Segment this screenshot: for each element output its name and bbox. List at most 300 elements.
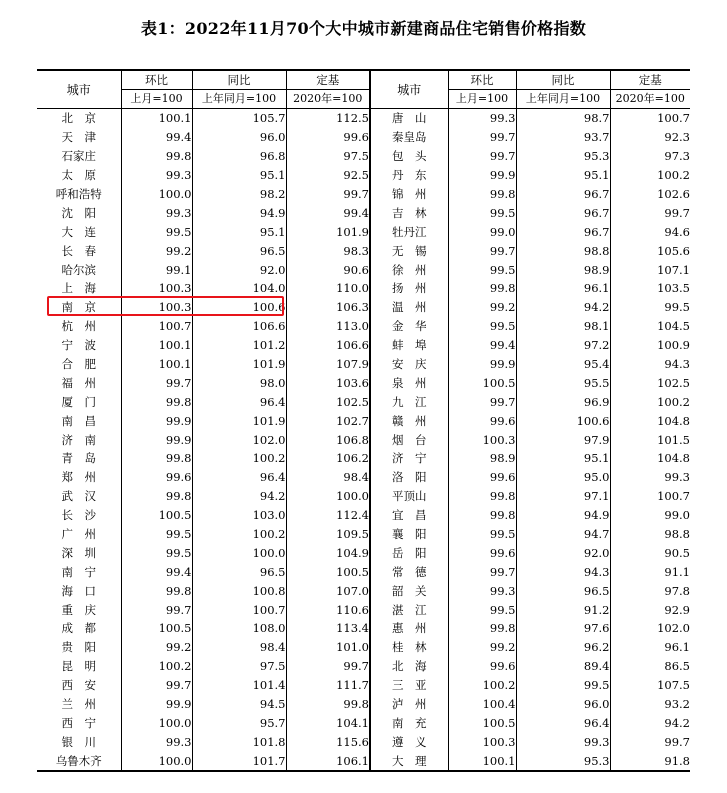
left-yoy-value: 101.8 — [192, 732, 286, 751]
left-yoy-value: 105.7 — [192, 109, 286, 128]
left-fixed-value: 99.7 — [286, 657, 370, 676]
left-city-name: 郑 州 — [61, 470, 96, 485]
left-city-name: 青 岛 — [61, 451, 96, 466]
header-yoy-sub-left: 上年同月=100 — [192, 90, 286, 109]
table-row — [37, 336, 690, 355]
right-fixed-value: 97.8 — [610, 581, 690, 600]
right-yoy-value: 97.9 — [516, 430, 610, 449]
right-mom-value: 100.1 — [448, 751, 516, 771]
right-mom-value: 99.6 — [448, 468, 516, 487]
right-city-name: 岳 阳 — [370, 543, 448, 562]
left-city-name: 昆 明 — [61, 659, 96, 674]
left-city-name: 合 肥 — [61, 357, 96, 372]
right-mom-value: 100.5 — [448, 373, 516, 392]
left-yoy-value: 100.8 — [192, 581, 286, 600]
left-yoy-value: 100.7 — [192, 600, 286, 619]
table-row — [37, 185, 690, 204]
left-yoy-value: 100.0 — [192, 543, 286, 562]
right-fixed-value: 91.8 — [610, 751, 690, 771]
right-yoy-value: 96.7 — [516, 185, 610, 204]
right-yoy-value: 97.2 — [516, 336, 610, 355]
left-city-name: 厦 门 — [61, 394, 96, 409]
left-mom-value: 99.7 — [121, 373, 192, 392]
right-mom-value: 100.5 — [448, 714, 516, 733]
right-fixed-value: 92.9 — [610, 600, 690, 619]
right-fixed-value: 99.5 — [610, 298, 690, 317]
left-fixed-value: 103.6 — [286, 373, 370, 392]
left-yoy-value: 96.8 — [192, 147, 286, 166]
table-row — [37, 619, 690, 638]
right-city-name: 遵 义 — [370, 732, 448, 751]
header-yoy-right: 同比 — [516, 70, 610, 90]
right-yoy-value: 89.4 — [516, 657, 610, 676]
right-city-name: 牡丹江 — [370, 222, 448, 241]
left-fixed-value: 101.0 — [286, 638, 370, 657]
left-yoy-value: 96.5 — [192, 562, 286, 581]
left-city-name: 呼和浩特 — [55, 187, 102, 201]
right-fixed-value: 99.0 — [610, 506, 690, 525]
left-fixed-value: 106.3 — [286, 298, 370, 317]
right-fixed-value: 100.7 — [610, 487, 690, 506]
left-city-name: 西 宁 — [61, 715, 96, 730]
right-city-name: 蚌 埠 — [370, 336, 448, 355]
left-city-name: 太 原 — [61, 168, 96, 183]
left-yoy-value: 101.4 — [192, 676, 286, 695]
left-yoy-value: 101.9 — [192, 411, 286, 430]
right-mom-value: 99.5 — [448, 525, 516, 544]
header-city-right: 城市 — [370, 70, 448, 109]
left-yoy-value: 101.7 — [192, 751, 286, 771]
right-yoy-value: 92.0 — [516, 543, 610, 562]
right-mom-value: 99.6 — [448, 657, 516, 676]
header-fixed-sub-left: 2020年=100 — [286, 90, 370, 109]
left-yoy-value: 94.5 — [192, 695, 286, 714]
right-mom-value: 99.6 — [448, 411, 516, 430]
left-fixed-value: 106.6 — [286, 336, 370, 355]
left-mom-value: 99.6 — [121, 468, 192, 487]
right-fixed-value: 102.5 — [610, 373, 690, 392]
right-city-name: 金 华 — [370, 317, 448, 336]
header-yoy-left: 同比 — [192, 70, 286, 90]
right-mom-value: 99.0 — [448, 222, 516, 241]
right-fixed-value: 107.1 — [610, 260, 690, 279]
right-fixed-value: 94.3 — [610, 355, 690, 374]
right-yoy-value: 94.7 — [516, 525, 610, 544]
right-city-name: 湛 江 — [370, 600, 448, 619]
right-fixed-value: 98.8 — [610, 525, 690, 544]
left-yoy-value: 95.1 — [192, 166, 286, 185]
table-row — [37, 166, 690, 185]
table-row — [37, 449, 690, 468]
right-mom-value: 99.9 — [448, 166, 516, 185]
right-fixed-value: 107.5 — [610, 676, 690, 695]
right-fixed-value: 100.2 — [610, 166, 690, 185]
right-city-name: 三 亚 — [370, 676, 448, 695]
left-fixed-value: 112.5 — [286, 109, 370, 128]
table-row — [37, 506, 690, 525]
right-city-name: 惠 州 — [370, 619, 448, 638]
table-row — [37, 392, 690, 411]
table-row — [37, 241, 690, 260]
left-fixed-value: 101.9 — [286, 222, 370, 241]
left-fixed-value: 109.5 — [286, 525, 370, 544]
left-fixed-value: 99.4 — [286, 203, 370, 222]
left-mom-value: 99.1 — [121, 260, 192, 279]
right-mom-value: 99.3 — [448, 581, 516, 600]
left-city-name: 长 春 — [61, 243, 96, 258]
right-city-name: 赣 州 — [370, 411, 448, 430]
left-fixed-value: 100.0 — [286, 487, 370, 506]
right-fixed-value: 91.1 — [610, 562, 690, 581]
left-mom-value: 99.7 — [121, 600, 192, 619]
left-fixed-value: 102.7 — [286, 411, 370, 430]
left-yoy-value: 106.6 — [192, 317, 286, 336]
left-fixed-value: 104.9 — [286, 543, 370, 562]
right-fixed-value: 90.5 — [610, 543, 690, 562]
left-mom-value: 100.1 — [121, 336, 192, 355]
right-fixed-value: 93.2 — [610, 695, 690, 714]
right-fixed-value: 105.6 — [610, 241, 690, 260]
left-city-name: 宁 波 — [61, 338, 96, 353]
right-city-name: 徐 州 — [370, 260, 448, 279]
left-mom-value: 99.2 — [121, 638, 192, 657]
left-city-name: 石家庄 — [61, 149, 96, 164]
table-row — [37, 657, 690, 676]
left-mom-value: 99.4 — [121, 128, 192, 147]
right-city-name: 泉 州 — [370, 373, 448, 392]
left-mom-value: 99.5 — [121, 525, 192, 544]
left-city-name: 北 京 — [61, 111, 96, 126]
right-yoy-value: 96.0 — [516, 695, 610, 714]
left-mom-value: 99.3 — [121, 166, 192, 185]
left-fixed-value: 97.5 — [286, 147, 370, 166]
table-row — [37, 562, 690, 581]
left-fixed-value: 107.0 — [286, 581, 370, 600]
right-fixed-value: 99.3 — [610, 468, 690, 487]
right-yoy-value: 95.4 — [516, 355, 610, 374]
right-yoy-value: 98.9 — [516, 260, 610, 279]
left-city-name: 天 津 — [61, 130, 96, 145]
right-yoy-value: 96.7 — [516, 203, 610, 222]
table-row — [37, 543, 690, 562]
left-mom-value: 100.5 — [121, 506, 192, 525]
left-city-name: 福 州 — [61, 375, 96, 390]
right-mom-value: 100.3 — [448, 430, 516, 449]
right-fixed-value: 102.0 — [610, 619, 690, 638]
right-yoy-value: 97.6 — [516, 619, 610, 638]
left-city-name: 西 安 — [61, 678, 96, 693]
left-yoy-value: 96.0 — [192, 128, 286, 147]
left-mom-value: 99.8 — [121, 581, 192, 600]
right-yoy-value: 94.3 — [516, 562, 610, 581]
left-yoy-value: 95.1 — [192, 222, 286, 241]
left-mom-value: 99.2 — [121, 241, 192, 260]
left-fixed-value: 110.6 — [286, 600, 370, 619]
left-city-name: 武 汉 — [61, 489, 96, 504]
right-city-name: 九 江 — [370, 392, 448, 411]
left-yoy-value: 92.0 — [192, 260, 286, 279]
right-city-name: 大 理 — [370, 751, 448, 771]
right-yoy-value: 95.3 — [516, 751, 610, 771]
right-yoy-value: 91.2 — [516, 600, 610, 619]
left-city-name: 银 川 — [61, 734, 96, 749]
right-fixed-value: 99.7 — [610, 732, 690, 751]
left-city-name: 成 都 — [61, 621, 96, 636]
right-city-name: 平顶山 — [370, 487, 448, 506]
left-mom-value: 99.3 — [121, 203, 192, 222]
right-city-name: 唐 山 — [370, 109, 448, 128]
right-fixed-value: 100.7 — [610, 109, 690, 128]
left-mom-value: 99.8 — [121, 147, 192, 166]
right-city-name: 襄 阳 — [370, 525, 448, 544]
left-fixed-value: 104.1 — [286, 714, 370, 733]
right-yoy-value: 95.3 — [516, 147, 610, 166]
left-fixed-value: 100.5 — [286, 562, 370, 581]
table-row — [37, 468, 690, 487]
left-yoy-value: 103.0 — [192, 506, 286, 525]
left-city-name: 沈 阳 — [61, 205, 96, 220]
left-city-name: 乌鲁木齐 — [37, 751, 121, 771]
table-row — [37, 751, 690, 771]
left-yoy-value: 100.2 — [192, 525, 286, 544]
table-body — [37, 109, 690, 772]
right-mom-value: 99.5 — [448, 600, 516, 619]
left-yoy-value: 101.2 — [192, 336, 286, 355]
table-row — [37, 430, 690, 449]
right-yoy-value: 95.1 — [516, 166, 610, 185]
right-mom-value: 99.5 — [448, 317, 516, 336]
table-row — [37, 109, 690, 128]
left-fixed-value: 92.5 — [286, 166, 370, 185]
right-city-name: 无 锡 — [370, 241, 448, 260]
right-city-name: 济 宁 — [370, 449, 448, 468]
right-yoy-value: 96.4 — [516, 714, 610, 733]
left-city-name: 广 州 — [61, 527, 96, 542]
left-mom-value: 99.7 — [121, 676, 192, 695]
right-fixed-value: 100.2 — [610, 392, 690, 411]
left-yoy-value: 97.5 — [192, 657, 286, 676]
right-yoy-value: 99.5 — [516, 676, 610, 695]
left-mom-value: 100.5 — [121, 619, 192, 638]
left-city-name: 南 昌 — [61, 413, 96, 428]
left-city-name: 南 宁 — [61, 564, 96, 579]
right-yoy-value: 93.7 — [516, 128, 610, 147]
right-fixed-value: 94.6 — [610, 222, 690, 241]
price-index-table — [37, 69, 690, 772]
table-row — [37, 355, 690, 374]
right-yoy-value: 96.7 — [516, 222, 610, 241]
header-mom-right: 环比 — [448, 70, 516, 90]
right-fixed-value: 100.9 — [610, 336, 690, 355]
right-yoy-value: 96.2 — [516, 638, 610, 657]
table-row — [37, 411, 690, 430]
left-fixed-value: 107.9 — [286, 355, 370, 374]
table-row — [37, 638, 690, 657]
header-fixed-left: 定基 — [286, 70, 370, 90]
header-mom-sub-right: 上月=100 — [448, 90, 516, 109]
right-mom-value: 99.2 — [448, 298, 516, 317]
left-mom-value: 100.0 — [121, 714, 192, 733]
left-mom-value: 99.9 — [121, 695, 192, 714]
left-yoy-value: 101.9 — [192, 355, 286, 374]
left-mom-value: 100.3 — [121, 279, 192, 298]
right-fixed-value: 99.7 — [610, 203, 690, 222]
left-mom-value: 100.1 — [121, 109, 192, 128]
right-mom-value: 99.8 — [448, 279, 516, 298]
left-yoy-value: 98.2 — [192, 185, 286, 204]
left-fixed-value: 106.8 — [286, 430, 370, 449]
right-mom-value: 99.8 — [448, 487, 516, 506]
right-yoy-value: 95.1 — [516, 449, 610, 468]
right-fixed-value: 102.6 — [610, 185, 690, 204]
left-fixed-value: 112.4 — [286, 506, 370, 525]
left-city-name: 杭 州 — [61, 319, 96, 334]
table-row — [37, 298, 690, 317]
right-mom-value: 100.4 — [448, 695, 516, 714]
table-row — [37, 128, 690, 147]
right-mom-value: 99.3 — [448, 109, 516, 128]
table-row — [37, 600, 690, 619]
left-mom-value: 99.5 — [121, 543, 192, 562]
left-fixed-value: 99.6 — [286, 128, 370, 147]
left-fixed-value: 98.4 — [286, 468, 370, 487]
right-city-name: 常 德 — [370, 562, 448, 581]
right-yoy-value: 96.9 — [516, 392, 610, 411]
right-mom-value: 99.7 — [448, 241, 516, 260]
right-mom-value: 99.7 — [448, 147, 516, 166]
left-fixed-value: 113.0 — [286, 317, 370, 336]
right-yoy-value: 97.1 — [516, 487, 610, 506]
left-city-name: 海 口 — [61, 583, 96, 598]
left-city-name: 大 连 — [61, 224, 96, 239]
right-fixed-value: 101.5 — [610, 430, 690, 449]
left-fixed-value: 113.4 — [286, 619, 370, 638]
right-mom-value: 99.9 — [448, 355, 516, 374]
left-fixed-value: 99.7 — [286, 185, 370, 204]
left-fixed-value: 90.6 — [286, 260, 370, 279]
right-mom-value: 99.5 — [448, 203, 516, 222]
table-row — [37, 373, 690, 392]
left-yoy-value: 100.2 — [192, 449, 286, 468]
right-yoy-value: 95.0 — [516, 468, 610, 487]
header-mom-sub-left: 上月=100 — [121, 90, 192, 109]
left-yoy-value: 96.4 — [192, 468, 286, 487]
left-city-name: 贵 阳 — [61, 640, 96, 655]
left-yoy-value: 108.0 — [192, 619, 286, 638]
table-row — [37, 317, 690, 336]
right-yoy-value: 99.3 — [516, 732, 610, 751]
left-city-name: 南 京 — [61, 300, 96, 315]
left-city-name: 兰 州 — [61, 697, 96, 712]
left-city-name: 长 沙 — [61, 508, 96, 523]
left-mom-value: 99.4 — [121, 562, 192, 581]
left-mom-value: 99.3 — [121, 732, 192, 751]
table-row — [37, 695, 690, 714]
left-fixed-value: 106.2 — [286, 449, 370, 468]
right-city-name: 锦 州 — [370, 185, 448, 204]
left-city-name: 哈尔滨 — [61, 262, 96, 277]
right-mom-value: 99.8 — [448, 619, 516, 638]
right-city-name: 扬 州 — [370, 279, 448, 298]
right-yoy-value: 98.7 — [516, 109, 610, 128]
right-fixed-value: 96.1 — [610, 638, 690, 657]
right-fixed-value: 104.8 — [610, 449, 690, 468]
left-yoy-value: 96.4 — [192, 392, 286, 411]
right-city-name: 安 庆 — [370, 355, 448, 374]
left-fixed-value: 111.7 — [286, 676, 370, 695]
left-mom-value: 99.9 — [121, 411, 192, 430]
table-row — [37, 525, 690, 544]
left-fixed-value: 115.6 — [286, 732, 370, 751]
header-mom-left: 环比 — [121, 70, 192, 90]
left-mom-value: 99.5 — [121, 222, 192, 241]
left-yoy-value: 98.4 — [192, 638, 286, 657]
left-fixed-value: 110.0 — [286, 279, 370, 298]
right-mom-value: 99.6 — [448, 543, 516, 562]
right-fixed-value: 92.3 — [610, 128, 690, 147]
left-city-name: 济 南 — [61, 432, 96, 447]
right-mom-value: 99.7 — [448, 562, 516, 581]
right-city-name: 北 海 — [370, 657, 448, 676]
left-yoy-value: 104.0 — [192, 279, 286, 298]
table-row — [37, 487, 690, 506]
right-city-name: 洛 阳 — [370, 468, 448, 487]
right-mom-value: 99.7 — [448, 128, 516, 147]
right-yoy-value: 96.5 — [516, 581, 610, 600]
table-row — [37, 222, 690, 241]
left-fixed-value: 99.8 — [286, 695, 370, 714]
table-row — [37, 203, 690, 222]
table-row — [37, 147, 690, 166]
table-row — [37, 279, 690, 298]
left-fixed-value: 102.5 — [286, 392, 370, 411]
left-mom-value: 99.8 — [121, 392, 192, 411]
right-yoy-value: 98.8 — [516, 241, 610, 260]
table-row — [37, 714, 690, 733]
left-mom-value: 99.8 — [121, 449, 192, 468]
left-mom-value: 99.8 — [121, 487, 192, 506]
right-city-name: 南 充 — [370, 714, 448, 733]
header-city-left: 城市 — [37, 70, 121, 109]
right-fixed-value: 104.5 — [610, 317, 690, 336]
right-yoy-value: 98.1 — [516, 317, 610, 336]
right-city-name: 包 头 — [370, 147, 448, 166]
right-mom-value: 99.8 — [448, 185, 516, 204]
right-mom-value: 99.7 — [448, 392, 516, 411]
right-fixed-value: 94.2 — [610, 714, 690, 733]
right-yoy-value: 95.5 — [516, 373, 610, 392]
right-fixed-value: 86.5 — [610, 657, 690, 676]
left-fixed-value: 98.3 — [286, 241, 370, 260]
left-yoy-value: 94.9 — [192, 203, 286, 222]
left-mom-value: 100.0 — [121, 185, 192, 204]
right-fixed-value: 104.8 — [610, 411, 690, 430]
header-fixed-right: 定基 — [610, 70, 690, 90]
left-yoy-value: 102.0 — [192, 430, 286, 449]
right-mom-value: 99.5 — [448, 260, 516, 279]
right-yoy-value: 100.6 — [516, 411, 610, 430]
right-yoy-value: 94.9 — [516, 506, 610, 525]
left-yoy-value: 95.7 — [192, 714, 286, 733]
right-mom-value: 98.9 — [448, 449, 516, 468]
left-yoy-value: 94.2 — [192, 487, 286, 506]
left-mom-value: 100.3 — [121, 298, 192, 317]
right-yoy-value: 96.1 — [516, 279, 610, 298]
left-mom-value: 99.9 — [121, 430, 192, 449]
table-title: 表1：2022年11月70个大中城市新建商品住宅销售价格指数 — [140, 19, 587, 38]
right-city-name: 丹 东 — [370, 166, 448, 185]
right-city-name: 温 州 — [370, 298, 448, 317]
